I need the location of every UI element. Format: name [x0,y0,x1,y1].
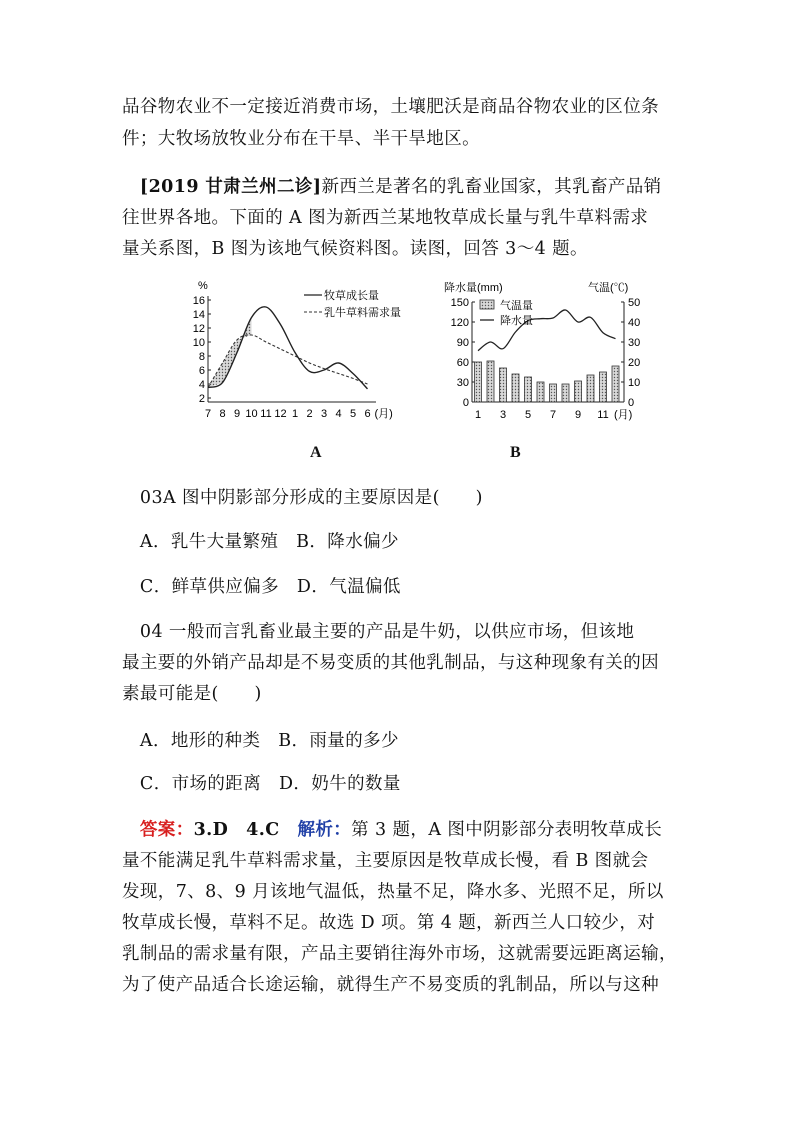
chart-b-bar [475,362,482,402]
chart-a-x-tick-label: 3 [320,408,328,420]
chart-b-left-tick-label: 150 [450,297,469,309]
analysis-line-2: 量不能满足乳牛草料需求量，主要原因是牧草成长慢，看 B 图就会 [122,851,649,871]
q4-line-1 [122,617,678,647]
chart-b-x-tick-label: 9 [574,409,582,421]
intro-line-2: 件；大牧场放牧业分布在干旱、半干旱地区。 [122,129,480,149]
chart-b-bar [512,374,519,402]
chart-b-right-tick-label: 50 [628,297,641,309]
chart-a-x-tick-label: 2 [306,408,313,420]
chart-a-x-tick-label: 10 [245,408,258,420]
chart-a-x-tick-label: 5 [349,408,357,420]
chart-b-series-precip [478,310,616,351]
stem-line-1 [122,172,678,202]
analysis-line-4: 牧草成长慢，草料不足。故选 D 项。第 4 题，新西兰人口较少，对 [122,913,656,933]
chart-b-right-axis-label: 气温(℃) [588,282,629,294]
chart-b-right-tick-label: 20 [628,357,641,369]
chart-b-left-tick-label: 30 [456,377,469,389]
chart-a-series-growth [208,307,368,389]
q4-line-1-text: 04 一般而言乳畜业最主要的产品是牛奶，以供应市场，但该地 [139,622,635,642]
analysis-line-6: 为了使产品适合长途运输，就得生产不易变质的乳制品，所以与这种 [122,975,659,995]
chart-a-x-tick-label: 8 [219,408,226,420]
analysis-line-5: 乳制品的需求量有限，产品主要销往海外市场，这就需要远距离运输， [122,944,677,964]
chart-b-legend-temp: 气温量 [500,300,533,312]
chart-a-unit: % [198,280,208,292]
q3-stem-text: 03A 图中阴影部分形成的主要原因是( ) [139,488,483,508]
answer-value: 3.D 4.C [193,820,298,840]
chart-b-x-tick-label: 1 [474,409,482,421]
chart-b-right-tick-label: 0 [628,397,635,409]
chart-b-x-tick-label: 3 [499,409,507,421]
chart-a-y-tick-label: 12 [192,323,205,335]
chart-b-x-unit: (月) [614,409,633,421]
chart-b-bar [525,377,532,402]
chart-a-x-unit: (月) [374,408,393,420]
q3-options-cd-text: C．鲜草供应偏多 D．气温偏低 [139,577,401,597]
q4-options-cd[interactable] [122,769,678,799]
chart-a [188,278,416,426]
chart-b-bar [500,368,507,402]
answer-label: 答案： [139,820,194,840]
q4-line-3: 素最可能是( ) [122,684,262,704]
chart-b-left-tick-label: 90 [456,337,469,349]
chart-b-left-axis-label: 降水量(mm) [444,282,503,294]
chart-b-x-tick-label: 7 [549,409,557,421]
chart-b [442,280,668,426]
q3-stem [122,483,678,513]
analysis-text-1: 第 3 题，A 图中阴影部分表明牧草成长 [351,820,663,840]
chart-a-legend-demand: 乳牛草料需求量 [324,307,401,319]
chart-b-bar [587,375,594,402]
chart-a-x-tick-label: 11 [260,408,272,420]
chart-b-right-tick-label: 40 [628,317,641,329]
chart-a-x-tick-label: 12 [274,408,287,420]
stem-source: [2019 甘肃兰州二诊] [139,177,322,197]
chart-b-right-tick-label: 30 [628,337,641,349]
q3-options-cd[interactable] [122,572,678,602]
chart-a-y-tick-label: 16 [192,295,205,307]
chart-b-bar [612,366,619,402]
chart-b-right-tick-label: 10 [628,377,641,389]
chart-b-x-tick-label: 5 [524,409,532,421]
chart-b-left-tick-label: 0 [462,397,469,409]
chart-b-left-tick-label: 60 [456,357,469,369]
chart-a-legend-growth: 牧草成长量 [324,290,379,302]
chart-a-x-tick-label: 9 [233,408,241,420]
figure-a-label: A [310,444,322,461]
chart-b-legend-precip: 降水量 [500,315,533,327]
chart-b-x-tick-label: 11 [597,409,609,421]
chart-b-bar [550,384,557,402]
chart-a-x-tick-label: 7 [204,408,212,420]
stem-line-3: 量关系图，B 图为该地气候资料图。读图，回答 3～4 题。 [122,239,588,259]
q4-options-cd-text: C．市场的距离 D．奶牛的数量 [139,774,401,794]
chart-b-legend-temp-swatch [480,300,494,309]
figure-b-label: B [510,444,521,461]
q4-line-2: 最主要的外销产品却是不易变质的其他乳制品，与这种现象有关的因 [122,653,659,673]
chart-a-y-tick-label: 2 [198,393,205,405]
chart-a-x-tick-label: 1 [291,408,299,420]
q3-options-ab[interactable] [122,527,678,557]
intro-line-1: 品谷物农业不一定接近消费市场，土壤肥沃是商品谷物农业的区位条 [122,97,659,117]
chart-a-x-tick-label: 6 [364,408,371,420]
stem-line-2: 往世界各地。下面的 A 图为新西兰某地牧草成长量与乳牛草料需求 [122,208,649,228]
chart-b-left-tick-label: 120 [450,317,469,329]
chart-b-bar [575,381,582,402]
chart-a-y-tick-label: 10 [192,337,205,349]
chart-b-bar [537,382,544,402]
analysis-label: 解析： [297,820,352,840]
chart-b-bar [562,384,569,402]
chart-a-y-tick-label: 4 [198,379,205,391]
chart-b-bar [600,372,607,402]
chart-a-x-tick-label: 4 [335,408,342,420]
q3-options-ab-text: A．乳牛大量繁殖 B．降水偏少 [139,532,399,552]
chart-b-bar [487,361,494,402]
stem-text-1: 新西兰是著名的乳畜业国家，其乳畜产品销 [321,177,662,197]
q4-options-ab[interactable] [122,726,678,756]
chart-a-y-tick-label: 14 [192,309,205,321]
chart-a-y-tick-label: 8 [198,351,205,363]
answer-line-1 [122,815,678,845]
analysis-line-3: 发现，7、8、9 月该地气温低，热量不足，降水多、光照不足，所以 [122,882,664,902]
q4-options-ab-text: A．地形的种类 B．雨量的多少 [139,731,399,751]
chart-a-y-tick-label: 6 [198,365,205,377]
